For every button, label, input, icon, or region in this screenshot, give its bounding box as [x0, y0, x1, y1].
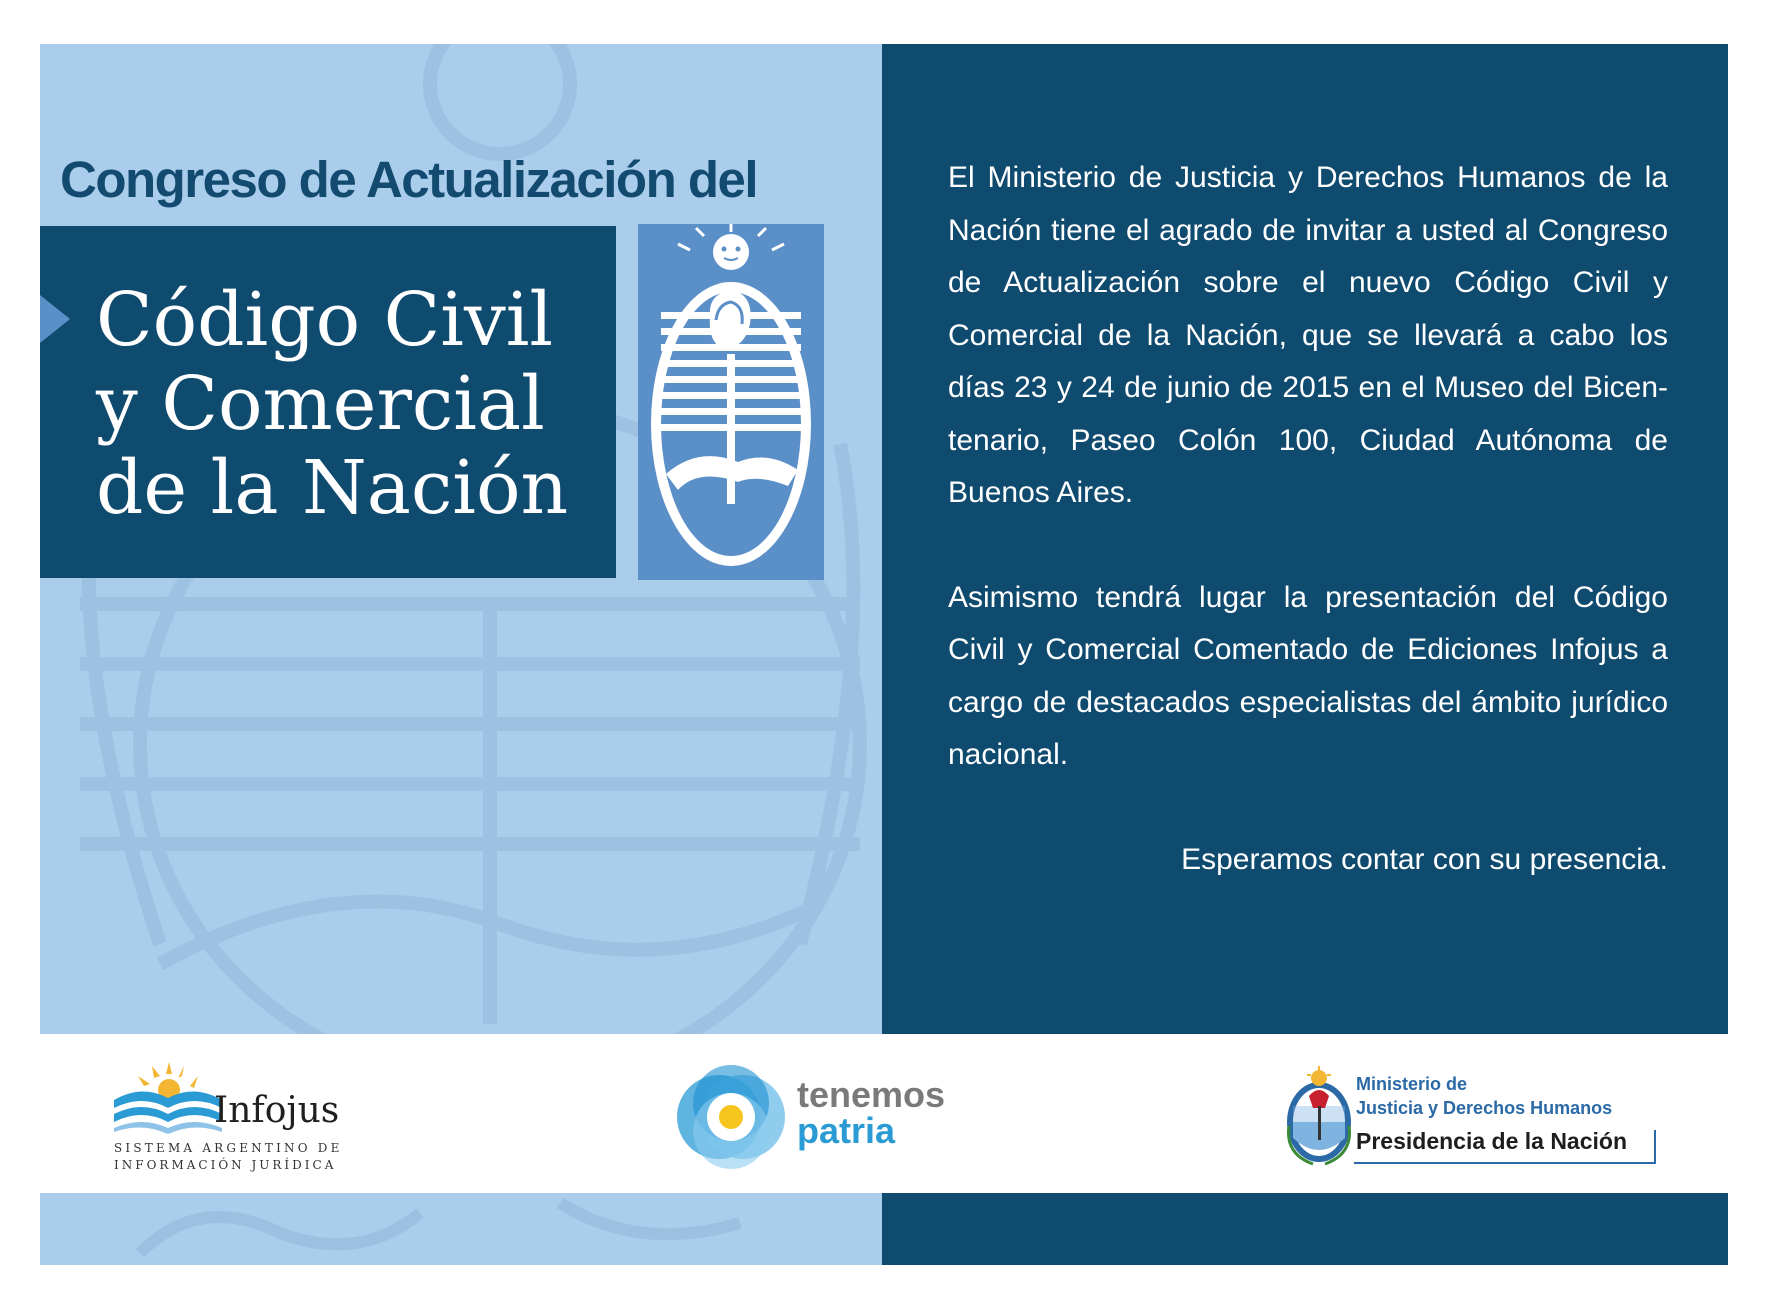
infojus-name: Infojus	[214, 1090, 340, 1131]
tenemos-patria-logo-icon	[672, 1058, 790, 1176]
bottom-strip-left	[40, 1193, 882, 1265]
infojus-subtitle-1: SISTEMA ARGENTINO DE	[114, 1141, 343, 1155]
title-line-1: Código Civil	[96, 277, 554, 363]
presidencia-line: Presidencia de la Nación	[1356, 1128, 1628, 1154]
patria-text: patria	[797, 1110, 896, 1151]
ministerio-underline	[1354, 1162, 1656, 1164]
title-arrow-icon	[40, 295, 70, 343]
ministerio-divider	[1654, 1130, 1656, 1164]
tenemos-text: tenemos	[797, 1074, 946, 1115]
ministerio-line-1: Ministerio de	[1356, 1074, 1468, 1094]
paragraph-presentation: Asimismo tendrá lugar la presentación del Código Civil y Comercial Comentado de Ediciones Infojus a cargo de destacados especialistas del ámbito jurídico nacional.	[948, 580, 1668, 771]
bottom-strip-right	[882, 1193, 1728, 1265]
closing-line: Esperamos contar con su presencia.	[1181, 842, 1668, 876]
watermark-strip-icon	[40, 1193, 882, 1265]
coat-of-arms-icon	[638, 224, 824, 580]
invitation-text	[948, 152, 1668, 886]
infojus-subtitle-2: INFORMACIÓN JURÍDICA	[114, 1158, 337, 1172]
congreso-heading: Congreso de Actualización del	[60, 151, 758, 208]
title-line-3: de la Nación	[96, 445, 569, 531]
title-line-2: y Comercial	[96, 361, 545, 447]
ministerio-shield-icon	[1283, 1066, 1355, 1168]
paragraph-invitation: El Ministerio de Justicia y Derechos Humanos de la Nación tiene el agrado de invitar a usted al Congreso de Actualización sobre el nuevo Código Civil y Comercial de la Nación, que se llevará a cabo los días 23 y 24 de junio de 2015 en el Museo del Bicen-tenario, Paseo Colón 100, Ciudad Autónoma de Buenos Aires.	[948, 161, 1668, 509]
main-title	[96, 278, 568, 530]
ministerio-line-2: Justicia y Derechos Humanos	[1356, 1098, 1613, 1118]
